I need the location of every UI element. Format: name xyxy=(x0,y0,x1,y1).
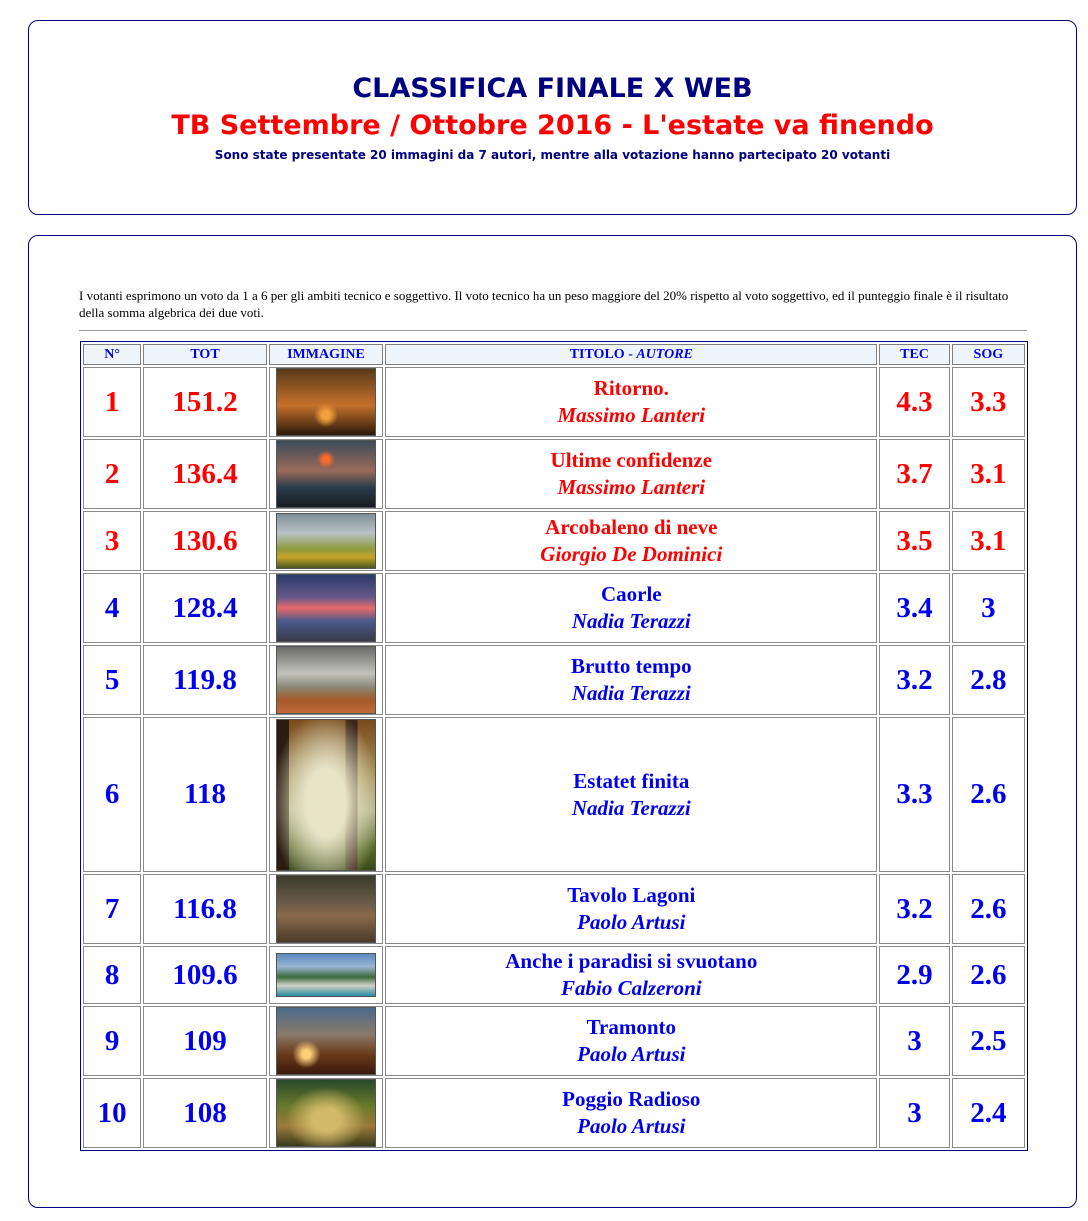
tec-score: 2.9 xyxy=(879,946,949,1004)
total-score: 108 xyxy=(143,1078,267,1148)
table-row xyxy=(83,367,1025,437)
column-header-tec: TEC xyxy=(879,344,949,365)
photo-thumbnail[interactable] xyxy=(276,953,376,997)
ranking-table xyxy=(80,341,1028,1151)
sog-score: 2.6 xyxy=(952,874,1025,944)
page-title: CLASSIFICA FINALE X WEB xyxy=(352,73,753,104)
sog-score: 2.6 xyxy=(952,717,1025,872)
title-author-cell xyxy=(385,946,877,1004)
table-row xyxy=(83,874,1025,944)
tec-score: 3.4 xyxy=(879,573,949,643)
photo-author: Massimo Lanteri xyxy=(557,403,706,427)
title-author-cell xyxy=(385,573,877,643)
thumbnail-cell xyxy=(269,717,383,872)
photo-thumbnail[interactable] xyxy=(276,368,376,436)
photo-title: Poggio Radioso xyxy=(562,1087,701,1111)
photo-author: Nadia Terazzi xyxy=(571,681,691,705)
table-row xyxy=(83,1006,1025,1076)
total-score: 109 xyxy=(143,1006,267,1076)
table-row xyxy=(83,439,1025,509)
thumbnail-cell xyxy=(269,874,383,944)
thumbnail-cell xyxy=(269,1078,383,1148)
table-row xyxy=(83,717,1025,872)
rank-number: 9 xyxy=(83,1006,141,1076)
photo-title: Estatet finita xyxy=(573,768,690,793)
voting-rules-text: I votanti esprimono un voto da 1 a 6 per gli ambiti tecnico e soggettivo. Il voto tecnico ha un peso maggiore del 20% rispetto al voto soggettivo, ed il punteggio finale è il risultato della somma algebrica dei due voti. xyxy=(79,288,1009,320)
sog-score: 3.1 xyxy=(952,511,1025,571)
thumbnail-cell xyxy=(269,946,383,1004)
thumbnail-cell xyxy=(269,645,383,715)
tec-score: 3 xyxy=(879,1078,949,1148)
rank-number: 10 xyxy=(83,1078,141,1148)
tec-score: 3.3 xyxy=(879,717,949,872)
table-row xyxy=(83,946,1025,1004)
table-row xyxy=(83,1078,1025,1148)
thumbnail-cell xyxy=(269,511,383,571)
rank-number: 5 xyxy=(83,645,141,715)
total-score: 151.2 xyxy=(143,367,267,437)
divider xyxy=(79,330,1027,331)
photo-thumbnail[interactable] xyxy=(276,719,376,871)
column-header-title-label: TITOLO xyxy=(569,346,625,362)
sog-score: 3.3 xyxy=(952,367,1025,437)
tec-score: 3 xyxy=(879,1006,949,1076)
sog-score: 3 xyxy=(952,573,1025,643)
photo-title: Arcobaleno di neve xyxy=(545,515,718,539)
tec-score: 3.2 xyxy=(879,874,949,944)
column-header-author: AUTORE xyxy=(636,346,693,362)
photo-author: Nadia Terazzi xyxy=(571,609,691,633)
photo-author: Paolo Artusi xyxy=(577,1042,686,1066)
photo-author: Massimo Lanteri xyxy=(557,475,706,499)
rank-number: 3 xyxy=(83,511,141,571)
photo-title: Ultime confidenze xyxy=(550,448,713,472)
photo-author: Fabio Calzeroni xyxy=(560,976,702,1000)
rank-number: 6 xyxy=(83,717,141,872)
photo-title: Tavolo Lagoni xyxy=(567,883,696,907)
thumbnail-cell xyxy=(269,573,383,643)
title-author-cell xyxy=(385,874,877,944)
contest-subtitle: TB Settembre / Ottobre 2016 - L'estate va finendo xyxy=(171,110,934,141)
total-score: 119.8 xyxy=(143,645,267,715)
title-author-cell xyxy=(385,367,877,437)
total-score: 136.4 xyxy=(143,439,267,509)
column-header-num: N° xyxy=(83,344,141,365)
photo-author: Paolo Artusi xyxy=(577,910,686,934)
column-header-title xyxy=(385,344,877,365)
total-score: 116.8 xyxy=(143,874,267,944)
photo-author: Paolo Artusi xyxy=(577,1114,686,1138)
thumbnail-cell xyxy=(269,367,383,437)
rank-number: 2 xyxy=(83,439,141,509)
title-author-cell xyxy=(385,645,877,715)
table-row xyxy=(83,511,1025,571)
sog-score: 2.6 xyxy=(952,946,1025,1004)
sog-score: 2.5 xyxy=(952,1006,1025,1076)
table-row xyxy=(83,573,1025,643)
photo-thumbnail[interactable] xyxy=(276,875,376,943)
photo-author: Nadia Terazzi xyxy=(571,795,691,820)
rank-number: 7 xyxy=(83,874,141,944)
sog-score: 2.4 xyxy=(952,1078,1025,1148)
sog-score: 3.1 xyxy=(952,439,1025,509)
rank-number: 4 xyxy=(83,573,141,643)
title-author-cell xyxy=(385,439,877,509)
photo-title: Brutto tempo xyxy=(570,654,692,678)
tec-score: 4.3 xyxy=(879,367,949,437)
sog-score: 2.8 xyxy=(952,645,1025,715)
photo-title: Tramonto xyxy=(586,1015,677,1039)
contest-info: Sono state presentate 20 immagini da 7 autori, mentre alla votazione hanno partecipato 20 votanti xyxy=(214,148,891,162)
title-author-cell xyxy=(385,511,877,571)
total-score: 130.6 xyxy=(143,511,267,571)
title-author-cell xyxy=(385,1078,877,1148)
rank-number: 1 xyxy=(83,367,141,437)
photo-thumbnail[interactable] xyxy=(276,513,376,569)
thumbnail-cell xyxy=(269,439,383,509)
photo-author: Giorgio De Dominici xyxy=(540,542,723,566)
photo-title: Caorle xyxy=(600,582,662,606)
total-score: 128.4 xyxy=(143,573,267,643)
tec-score: 3.5 xyxy=(879,511,949,571)
tec-score: 3.7 xyxy=(879,439,949,509)
column-header-sog: SOG xyxy=(952,344,1025,365)
tec-score: 3.2 xyxy=(879,645,949,715)
column-header-tot: TOT xyxy=(143,344,267,365)
photo-thumbnail[interactable] xyxy=(276,1079,376,1147)
table-row xyxy=(83,645,1025,715)
column-header-image: IMMAGINE xyxy=(269,344,383,365)
ranking-panel xyxy=(28,235,1077,1208)
photo-thumbnail[interactable] xyxy=(276,1007,376,1075)
photo-title: Anche i paradisi si svuotano xyxy=(505,949,758,973)
table-header-row xyxy=(83,344,1025,365)
photo-thumbnail[interactable] xyxy=(276,574,376,642)
photo-thumbnail[interactable] xyxy=(276,440,376,508)
photo-title: Ritorno. xyxy=(593,376,669,400)
thumbnail-cell xyxy=(269,1006,383,1076)
column-header-separator: - xyxy=(624,346,637,362)
total-score: 118 xyxy=(143,717,267,872)
rank-number: 8 xyxy=(83,946,141,1004)
header-panel xyxy=(28,20,1077,215)
title-author-cell xyxy=(385,717,877,872)
title-author-cell xyxy=(385,1006,877,1076)
total-score: 109.6 xyxy=(143,946,267,1004)
photo-thumbnail[interactable] xyxy=(276,646,376,714)
